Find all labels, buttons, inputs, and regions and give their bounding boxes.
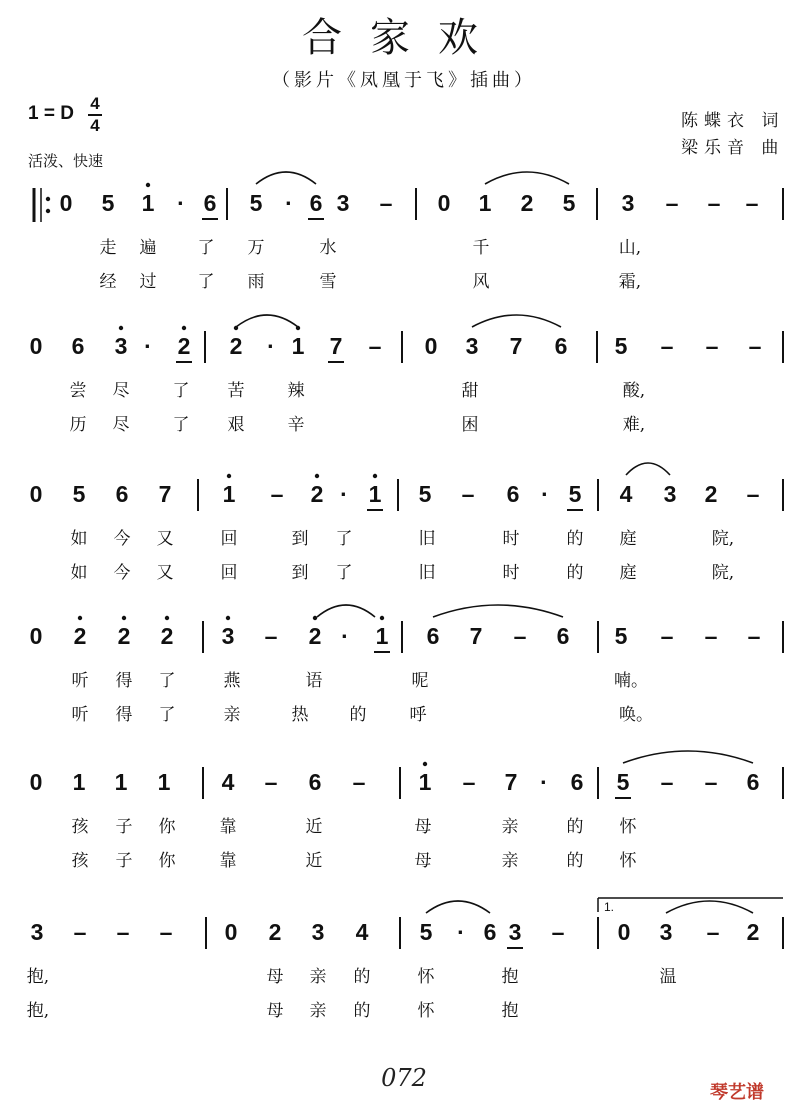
slur [433,605,563,617]
jianpu-note: 5 [72,481,86,507]
jianpu-note: – [264,769,278,795]
jianpu-note: 1 [157,769,171,795]
lyric-verse-1: 母 [266,967,284,987]
lyric-verse-1: 回 [220,529,238,549]
tempo-marking: 活泼、快速 [28,152,104,170]
lyric-verse-1: 了 [172,381,190,401]
lyric-verse-2: 辛 [287,415,305,435]
lyric-verse-1: 燕 [223,671,241,691]
octave-dot-above [182,326,186,330]
jianpu-note: – [264,623,278,649]
lyric-verse-1: 到 [291,529,309,549]
jianpu-note: 3 [30,919,44,945]
volta-label: 1. [604,900,615,914]
jianpu-note: 6 [746,769,760,795]
lyric-verse-1: 了 [197,238,215,258]
lyric-verse-2: 子 [115,851,133,871]
jianpu-note: 0 [59,190,73,216]
song-subtitle: （影片《凤凰于飞》插曲） [272,70,536,91]
jianpu-note: 6 [115,481,129,507]
jianpu-note: 5 [614,333,628,359]
slur [426,901,490,913]
jianpu-note: 5 [562,190,576,216]
jianpu-note: 3 [508,919,522,945]
lyric-verse-1: 辣 [287,381,305,401]
lyric-verse-1: 又 [156,529,174,549]
jianpu-note: – [660,623,674,649]
octave-dot-above [380,616,384,620]
lyric-verse-1: 抱 [501,967,519,987]
lyric-verse-1: 子 [115,817,133,837]
lyric-verse-1: 万 [247,238,265,258]
jianpu-note: – [745,190,759,216]
jianpu-note: · [457,919,465,945]
lyric-verse-2: 靠 [219,851,237,871]
jianpu-note: 6 [309,190,323,216]
lyric-verse-2: 过 [139,272,157,292]
octave-dot-above [227,474,231,478]
lyric-verse-1: 的 [566,529,584,549]
lyric-verse-2: 抱 [501,1001,519,1021]
jianpu-note: 5 [614,623,628,649]
lyric-verse-2: 母 [266,1001,284,1021]
jianpu-note: – [748,333,762,359]
jianpu-note: 1 [418,769,432,795]
jianpu-note: – [746,481,760,507]
jianpu-note: – [116,919,130,945]
lyric-verse-1: 尝 [69,381,87,401]
lyric-verse-2: 的 [566,563,584,583]
jianpu-note: 6 [554,333,568,359]
jianpu-note: – [159,919,173,945]
jianpu-note: – [747,623,761,649]
jianpu-note: 7 [469,623,483,649]
lyric-verse-2: 唤。 [619,705,653,725]
lyric-verse-1: 亲 [501,817,519,837]
jianpu-note: 5 [568,481,582,507]
jianpu-note: 1 [368,481,382,507]
jianpu-note: 6 [506,481,520,507]
lyric-verse-2: 了 [197,272,215,292]
jianpu-note: – [513,623,527,649]
song-title: 合家欢 [302,15,506,61]
lyric-verse-1: 千 [472,238,490,258]
jianpu-note: 2 [73,623,87,649]
lyric-verse-1: 孩 [71,817,89,837]
jianpu-note: 0 [29,481,43,507]
jianpu-note: 6 [203,190,217,216]
jianpu-note: 2 [704,481,718,507]
jianpu-note: 0 [437,190,451,216]
octave-dot-above [315,474,319,478]
jianpu-note: – [462,769,476,795]
jianpu-note: 5 [616,769,630,795]
octave-dot-above [78,616,82,620]
jianpu-note: 2 [177,333,191,359]
lyric-verse-1: 语 [305,671,323,691]
jianpu-note: – [704,769,718,795]
jianpu-note: 2 [268,919,282,945]
lyric-verse-1: 尽 [112,381,130,401]
jianpu-note: 7 [509,333,523,359]
jianpu-note: – [705,333,719,359]
jianpu-note: 0 [424,333,438,359]
lyric-verse-1: 甜 [461,381,479,401]
jianpu-note: 6 [71,333,85,359]
lyric-verse-2: 呼 [409,705,427,725]
lyric-verse-1: 庭 [619,529,637,549]
lyric-verse-2: 亲 [223,705,241,725]
lyric-verse-1: 了 [158,671,176,691]
jianpu-note: 7 [329,333,343,359]
jianpu-note: · [144,333,152,359]
jianpu-note: 3 [659,919,673,945]
lyric-verse-1: 得 [115,671,133,691]
lyric-verse-1: 水 [319,238,337,258]
jianpu-note: · [177,190,185,216]
lyric-verse-1: 旧 [418,529,436,549]
lyric-verse-1: 遍 [139,238,157,258]
jianpu-note: 2 [229,333,243,359]
jianpu-note: · [285,190,293,216]
lyric-verse-1: 靠 [219,817,237,837]
octave-dot-above [165,616,169,620]
jianpu-note: 4 [221,769,235,795]
lyric-verse-2: 怀 [619,851,637,871]
lyric-verse-1: 温 [659,967,677,987]
lyric-verse-2: 又 [156,563,174,583]
jianpu-note: 2 [520,190,534,216]
lyric-verse-1: 喃。 [614,671,648,691]
lyricist-credit: 陈蝶衣 词 [681,111,785,131]
lyric-verse-2: 回 [220,563,238,583]
lyric-verse-1: 呢 [411,671,429,691]
lyric-verse-2: 时 [502,563,520,583]
slur [236,315,298,327]
octave-dot-above [423,762,427,766]
octave-dot-above [122,616,126,620]
lyric-verse-2: 雨 [247,272,265,292]
jianpu-note: – [704,623,718,649]
repeat-dot [46,197,50,201]
lyric-verse-1: 苦 [227,381,245,401]
jianpu-note: 1 [375,623,389,649]
lyric-verse-2: 今 [113,563,131,583]
lyric-verse-2: 你 [158,851,176,871]
lyric-verse-2: 风 [472,272,490,292]
jianpu-note: 2 [310,481,324,507]
jianpu-note: 3 [114,333,128,359]
jianpu-note: 3 [621,190,635,216]
lyric-verse-2: 如 [70,563,88,583]
lyric-verse-2: 抱, [26,1001,50,1021]
watermark-logo-text: 琴艺谱 [710,1082,764,1103]
octave-dot-above [119,326,123,330]
jianpu-note: – [461,481,475,507]
jianpu-note: 1 [141,190,155,216]
lyric-verse-1: 亲 [309,967,327,987]
lyric-verse-2: 听 [71,705,89,725]
lyric-verse-2: 难, [622,415,646,435]
jianpu-note: 5 [418,481,432,507]
lyric-verse-2: 的 [566,851,584,871]
jianpu-note: – [352,769,366,795]
slur [623,751,753,763]
jianpu-note: 4 [355,919,369,945]
lyric-verse-1: 母 [414,817,432,837]
jianpu-note: 2 [160,623,174,649]
lyric-verse-1: 酸, [622,381,646,401]
octave-dot-above [373,474,377,478]
lyric-verse-2: 庭 [619,563,637,583]
jianpu-note: – [706,919,720,945]
lyric-verse-1: 抱, [26,967,50,987]
slur [472,315,561,327]
jianpu-note: 2 [308,623,322,649]
jianpu-note: 1 [72,769,86,795]
repeat-dot [46,209,50,213]
jianpu-note: 4 [619,481,633,507]
composer-credit: 梁乐音 曲 [681,138,785,158]
lyric-verse-2: 怀 [417,1001,435,1021]
lyric-verse-2: 母 [414,851,432,871]
jianpu-note: 7 [158,481,172,507]
lyric-verse-2: 经 [99,272,117,292]
jianpu-note: 7 [504,769,518,795]
time-signature-bottom: 4 [90,116,100,135]
jianpu-note: 6 [570,769,584,795]
jianpu-note: 0 [617,919,631,945]
jianpu-note: 2 [117,623,131,649]
lyric-verse-1: 的 [566,817,584,837]
watermark-logo [710,1078,764,1104]
lyric-verse-2: 旧 [418,563,436,583]
page-number: 072 [381,1064,427,1092]
lyric-verse-1: 走 [99,238,117,258]
jianpu-note: 3 [221,623,235,649]
lyric-verse-1: 时 [502,529,520,549]
jianpu-note: 0 [224,919,238,945]
jianpu-note: – [551,919,565,945]
jianpu-note: 3 [336,190,350,216]
lyric-verse-2: 亲 [309,1001,327,1021]
lyric-verse-1: 山, [618,238,642,258]
jianpu-note: 6 [308,769,322,795]
slur [317,605,375,617]
lyric-verse-2: 热 [291,705,309,725]
jianpu-note: – [660,333,674,359]
lyric-verse-2: 霜, [618,272,642,292]
jianpu-note: 0 [29,333,43,359]
lyric-verse-1: 今 [113,529,131,549]
jianpu-note: 1 [478,190,492,216]
jianpu-note: 3 [311,919,325,945]
jianpu-note: 0 [29,769,43,795]
jianpu-note: – [660,769,674,795]
lyric-verse-1: 院, [711,529,735,549]
lyric-verse-2: 近 [305,851,323,871]
lyric-verse-1: 的 [353,967,371,987]
jianpu-note: – [73,919,87,945]
jianpu-note: 5 [419,919,433,945]
octave-dot-above [226,616,230,620]
key-signature: 1 = D [28,103,74,124]
jianpu-note: 6 [556,623,570,649]
lyric-verse-2: 院, [711,563,735,583]
lyric-verse-2: 的 [353,1001,371,1021]
octave-dot-above [146,183,150,187]
lyric-verse-2: 了 [335,563,353,583]
jianpu-note: – [707,190,721,216]
slur [626,463,670,475]
lyric-verse-2: 历 [69,415,87,435]
octave-dot-above [313,616,317,620]
jianpu-note: 3 [465,333,479,359]
lyric-verse-2: 亲 [501,851,519,871]
lyric-verse-2: 雪 [319,272,337,292]
jianpu-note: 2 [746,919,760,945]
jianpu-note: – [270,481,284,507]
jianpu-note: 0 [29,623,43,649]
jianpu-note: 6 [426,623,440,649]
lyric-verse-2: 得 [115,705,133,725]
lyric-verse-2: 到 [291,563,309,583]
jianpu-note: 1 [114,769,128,795]
lyric-verse-2: 的 [349,705,367,725]
lyric-verse-2: 困 [461,415,479,435]
time-signature-top: 4 [90,94,100,113]
jianpu-note: 1 [291,333,305,359]
jianpu-note: · [340,481,348,507]
jianpu-note: 6 [483,919,497,945]
lyric-verse-2: 艰 [227,415,245,435]
jianpu-note: · [341,623,349,649]
jianpu-note: · [540,769,548,795]
jianpu-note: – [379,190,393,216]
jianpu-note: – [368,333,382,359]
slur [666,901,753,913]
lyric-verse-1: 怀 [619,817,637,837]
lyric-verse-1: 怀 [417,967,435,987]
lyric-verse-2: 了 [158,705,176,725]
jianpu-note: · [267,333,275,359]
lyric-verse-1: 如 [70,529,88,549]
lyric-verse-2: 了 [172,415,190,435]
jianpu-note: – [665,190,679,216]
lyric-verse-1: 近 [305,817,323,837]
lyric-verse-2: 尽 [112,415,130,435]
jianpu-note: 3 [663,481,677,507]
jianpu-note: 5 [249,190,263,216]
jianpu-note: · [541,481,549,507]
slur [485,172,569,184]
lyric-verse-1: 听 [71,671,89,691]
jianpu-note: 1 [222,481,236,507]
lyric-verse-2: 孩 [71,851,89,871]
slur [256,172,316,184]
lyric-verse-1: 了 [335,529,353,549]
jianpu-note: 5 [101,190,115,216]
lyric-verse-1: 你 [158,817,176,837]
